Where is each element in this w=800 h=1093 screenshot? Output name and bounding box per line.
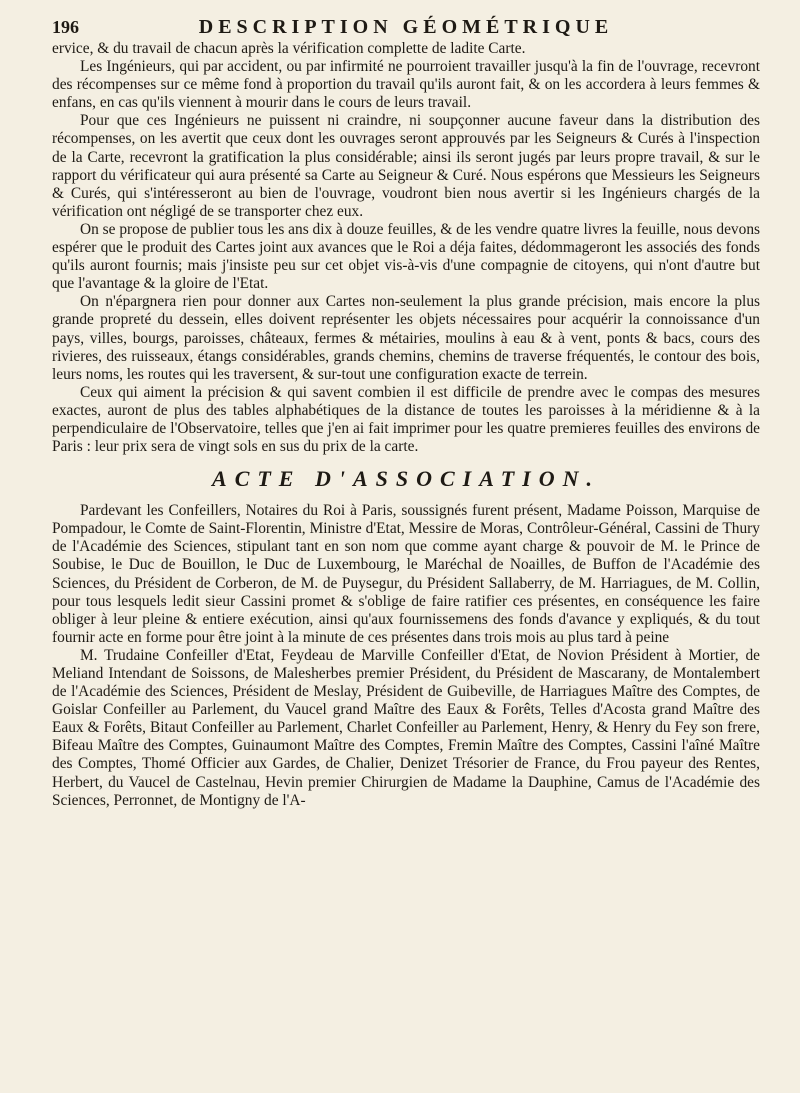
- paragraph-continued: ervice, & du travail de chacun après la vérification complette de ladite Carte.: [52, 40, 526, 57]
- section-heading: ACTE D'ASSOCIATION.: [212, 466, 600, 492]
- paragraph-pardevant: Pardevant les Confeillers, Notaires du Roi à Paris, soussignés furent présent, Madame Poisson, Marquise de Pompadour, le Comte de Saint-Florentin, Ministre d'Etat, Messire de Moras, Contrôleur-Général, Cassini de Thury de l'Académie des Sciences, stipulant tant en son nom que comme ayant charge & pouvoir de M. le Prince de Soubise, le Duc de Bouillon, le Duc de Luxembourg, le Maréchal de Noailles, de Buffon de l'Académie des Sciences, du Président de Corberon, de M. de Puysegur, du Président Sallaberry, de M. Harriagues, de M. Collin, pour tous lesquels ledit sieur Cassini promet & s'oblige de faire ratifier ces présentes, en conséquence les faire obliger à leur pleine & entiere exécution, ainsi qu'aux fournissemens des fonds d'avance y expliqués, & du tout fournir acte en forme pour être joint à la minute de ces présentes dans trois mois au plus tard à peine: [52, 502, 760, 646]
- running-title: DESCRIPTION GÉOMÉTRIQUE: [198, 16, 614, 38]
- page-number: 196: [52, 17, 79, 37]
- paragraph-signataires: M. Trudaine Confeiller d'Etat, Feydeau de Marville Confeiller d'Etat, de Novion Président à Mortier, de Meliand Intendant de Soissons, de Malesherbes premier Président, du Président de Mascarany, de Montalembert de l'Académie des Sciences, Président de Meslay, Président de Guibeville, de Harriagues Maître des Comptes, de Goislar Confeiller au Parlement, du Vaucel grand Maître des Eaux & Forêts, Telles d'Acosta grand Maître des Eaux & Forêts, Bitaut Confeiller au Parlement, Charlet Confeiller au Parlement, Henry, & Henry du Fey son frere, Bifeau Maître des Comptes, Guinaumont Maître des Comptes, Fremin Maître des Comptes, Cassini l'aîné Maître des Comptes, Thomé Officier aux Gardes, de Chalier, Denizet Trésorier de France, du Frou payeur des Rentes, Herbert, du Vaucel de Castelnau, Hevin premier Chirurgien de Madame la Dauphine, Camus de l'Académie des Sciences, Perronnet, de Montigny de l'A-: [52, 646, 760, 809]
- body-after-heading: [52, 502, 760, 810]
- paragraph-tables: Ceux qui aiment la précision & qui savent combien il est difficile de prendre avec le compas des mesures exactes, auront de plus des tables alphabétiques de la distance de toutes les paroisses à la méridienne & à la perpendiculaire de l'Observatoire, telles que j'en ai fait imprimer pour les quatre premieres feuilles des environs de Paris : leur prix sera de vingt sols en sus du prix de la carte.: [52, 383, 760, 456]
- paragraph-publication: On se propose de publier tous les ans dix à douze feuilles, & de les vendre quatre livres la feuille, nous devons espérer que le produit des Cartes joint aux avances que le Roi a déja faites, dédommageront les associés des fonds qu'ils auront fournis; mais j'insiste peu sur cet objet vis-à-vis d'une compagnie de citoyens, qui n'ont d'autre but que l'avantage & la gloire de l'Etat.: [52, 220, 760, 293]
- paragraph-ingenieurs-accident: Les Ingénieurs, qui par accident, ou par infirmité ne pourroient travailler jusqu'à la fin de l'ouvrage, recevront des récompenses sur ce même fond à proportion du travail qu'ils auront fait, & on les accordera à leurs femmes & enfans, en cas qu'ils viennent à mourir dans le cours de leurs travail.: [52, 58, 760, 112]
- body-before-heading: [52, 40, 760, 456]
- paragraph-precision: On n'épargnera rien pour donner aux Cartes non-seulement la plus grande précision, mais encore la plus grande propreté du dessein, elles doivent représenter les objets nécessaires pour acquérir la connoissance d'un pays, villes, bourgs, paroisses, châteaux, fermes & métairies, moulins à eau & à vent, ponts & bacs, cours des rivieres, des ruisseaux, étangs considérables, grands chemins, chemins de traverse fréquentés, le contour des bois, leurs noms, les routes qui les traversent, & sur-tout une configuration exacte de terrein.: [52, 293, 760, 383]
- paragraph-recompenses: Pour que ces Ingénieurs ne puissent ni craindre, ni soupçonner aucune faveur dans la distribution des récompenses, on les avertit que ceux dont les ouvrages seront approuvés par les Seigneurs & Curés à l'inspection de la Carte, recevront la gratification la plus considérable; ainsi ils seront jugés par leurs propre travail, & sur le rapport du vérificateur qui aura présenté sa Carte au Seigneur & Curé. Nous espérons que Messieurs les Seigneurs & Curés, qui s'intéresseront au bien de l'ouvrage, voudront bien nous avertir si les Ingénieurs chargés de la vérification ont négligé de se transporter chez eux.: [52, 112, 760, 220]
- running-head: [52, 16, 760, 38]
